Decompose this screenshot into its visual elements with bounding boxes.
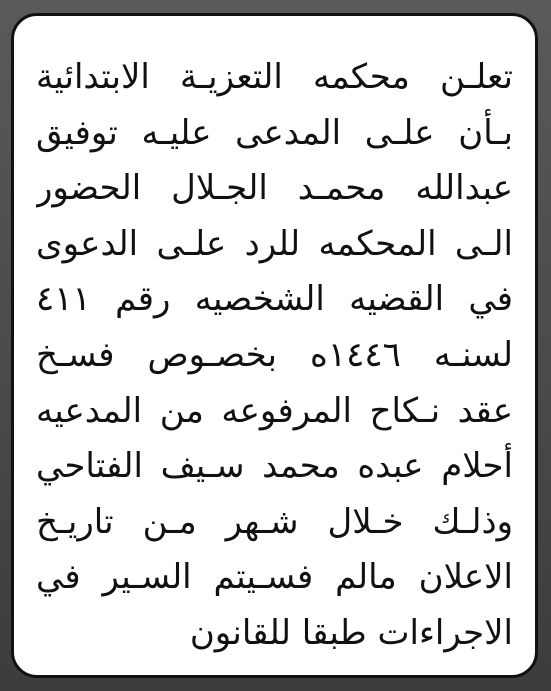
notice-line: عبدالله محمـد الجـلال الحضور	[36, 168, 513, 209]
notice-line: في القضيه الشخصيه رقم ٤١١	[36, 279, 513, 320]
court-notice-card	[11, 13, 538, 678]
notice-line: عقد نـكاح المرفوعه من المدعيه	[36, 390, 513, 431]
notice-line: الاجراءات طبقا للقانون	[189, 612, 513, 653]
notice-line: بـأن علـى المدعى عليـه توفيق	[36, 112, 513, 153]
notice-line: لسنـه ١٤٤٦ه بخصـوص فسـخ	[36, 334, 513, 375]
notice-line: الاعلان مالم فسـيتم السـير في	[36, 557, 513, 598]
notice-text	[36, 50, 513, 662]
notice-line: أحلام عبده محمد سـيف الفتاحي	[36, 446, 513, 487]
notice-line: وذلـك خـلال شـهر مـن تاريـخ	[36, 501, 513, 542]
notice-line: تعلـن محكمه التعزيـة الابتدائية	[36, 57, 513, 97]
notice-line: الـى المحكمه للرد علـى الدعوى	[36, 223, 513, 264]
